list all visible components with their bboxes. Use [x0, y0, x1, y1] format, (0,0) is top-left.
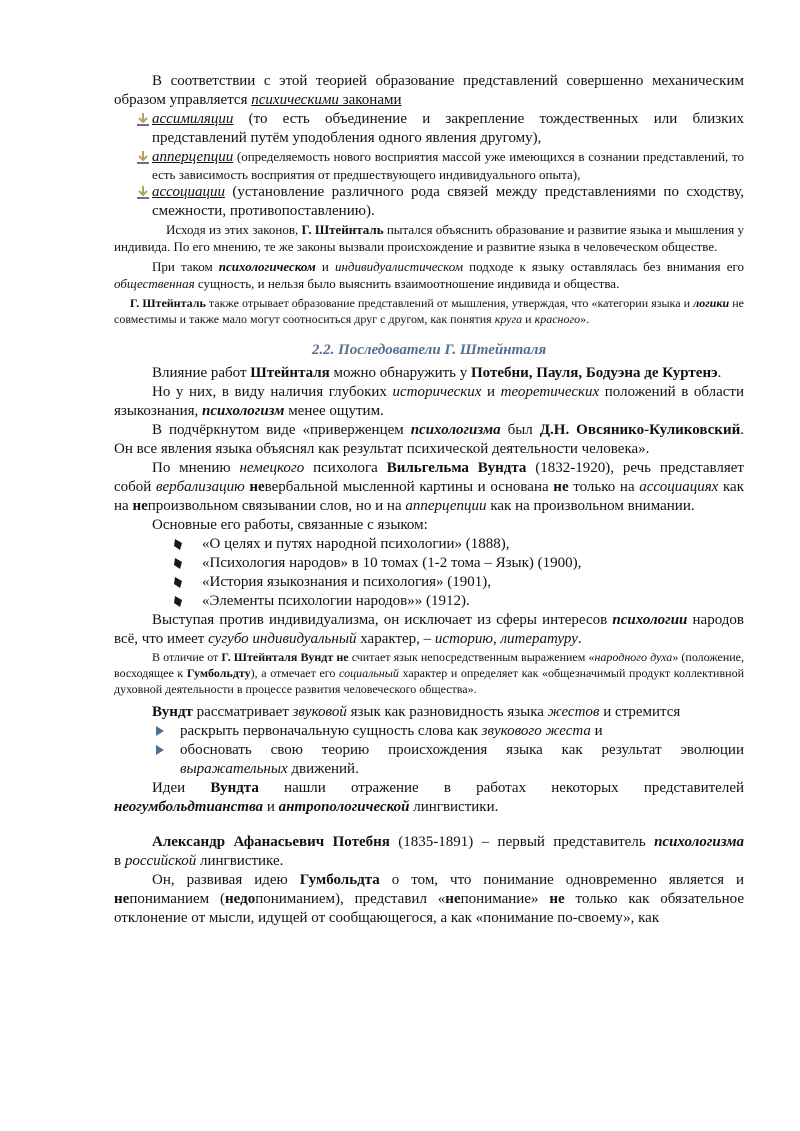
work-title: «Элементы психологии народов»» (1912).	[202, 593, 470, 609]
term: литературу	[500, 631, 578, 647]
term: психологизма	[654, 834, 744, 850]
text: (1835-1891) – первый представитель	[389, 834, 655, 850]
text: пониманием (	[129, 891, 226, 907]
text: рассматривает	[192, 704, 293, 720]
paragraph-works-intro: Основные его работы, связанные с языком:	[152, 517, 428, 533]
text: как на	[114, 479, 744, 514]
list-item	[114, 722, 744, 741]
term: немецкого	[239, 460, 305, 476]
text: Исходя из этих законов,	[166, 222, 302, 237]
text: психолога	[304, 460, 387, 476]
arrow-down-underline-icon	[136, 150, 150, 164]
text: и	[590, 723, 603, 739]
text: » (положение, восходящее к	[114, 650, 744, 680]
name: Гумбольдту	[186, 666, 251, 680]
term: ассоциациях	[639, 479, 719, 495]
text: характер, –	[356, 631, 435, 647]
term: выражательных	[180, 761, 288, 777]
term: психологическом	[218, 259, 316, 274]
name-wundt: Вундт	[152, 704, 193, 720]
term: ассоциации	[152, 184, 225, 200]
term: российской	[124, 853, 197, 869]
text: произвольном связывании слов, но и на	[147, 498, 406, 514]
text: В подчёркнутом виде «приверженцем	[152, 422, 411, 438]
list-item	[114, 535, 744, 554]
paragraph-less-felt	[114, 383, 744, 421]
term: сугубо индивидуальный	[208, 631, 357, 647]
paragraph-folk-spirit	[114, 649, 744, 697]
term: индивидуалистическом	[334, 259, 464, 274]
text: менее ощутим.	[284, 403, 384, 419]
paragraph-individualism	[114, 611, 744, 649]
work-title: «История языкознания и психология» (1901),	[202, 574, 492, 590]
emph: не	[249, 479, 265, 495]
paragraph-categories	[114, 295, 744, 327]
paragraph-sound-language	[114, 703, 744, 722]
list-item	[114, 554, 744, 573]
text: считает язык непосредственным выражением «	[348, 650, 595, 664]
emph: не	[549, 891, 565, 907]
term: неогумбольдтианства	[114, 799, 264, 815]
text: ), а отмечает его	[250, 666, 340, 680]
emph: не	[114, 891, 130, 907]
name: Потебни, Пауля, Бодуэна де Куртенэ	[471, 365, 718, 381]
list-item	[114, 148, 744, 183]
text: пониманием), представил «	[255, 891, 446, 907]
emph: не	[553, 479, 569, 495]
text: подходе к языку оставлялась без внимания его	[463, 259, 744, 274]
text: .	[717, 365, 722, 381]
term: исторических	[392, 384, 482, 400]
name-steinthal: Г. Штейнталь	[130, 296, 206, 310]
name: Штейнталя	[250, 365, 330, 381]
term: логики	[693, 296, 730, 310]
text: и стремится	[599, 704, 681, 720]
text: Идеи	[152, 780, 211, 796]
term: антропологической	[278, 799, 410, 815]
arrow-down-underline-icon	[136, 112, 150, 126]
list-item	[114, 573, 744, 592]
text: (определяемость нового восприятия массой уже имеющихся в сознании представлений, то есть зависимость восприятия от предшествующего индивидуального опыта),	[152, 149, 744, 182]
text: движений.	[287, 761, 359, 777]
text: можно обнаружить у	[329, 365, 471, 381]
term: историю	[434, 631, 493, 647]
term: звукового жеста	[481, 723, 591, 739]
triangle-bullet-icon	[156, 726, 164, 736]
paragraph-wundt-ideas	[114, 779, 744, 817]
text: в	[114, 834, 782, 869]
emph: недо	[225, 891, 256, 907]
text: ».	[580, 312, 590, 326]
term: вербализацию	[155, 479, 245, 495]
emph: не	[445, 891, 461, 907]
list-item	[114, 110, 744, 148]
aims-list	[114, 722, 744, 779]
text: только как обязательное отклонение от мысли, идущей от сообщающегося, а как «понимание по-своему», как	[114, 891, 745, 926]
text: лингвистике.	[196, 853, 284, 869]
text: и	[522, 312, 535, 326]
term: психологизм	[202, 403, 285, 419]
text: был	[500, 422, 540, 438]
text: сущность, и нельзя было выяснить взаимоотношение индивида и общества.	[194, 276, 620, 291]
text: Выступая против индивидуализма, он исключает из сферы интересов	[152, 612, 613, 628]
work-title: «О целях и путях народной психологии» (1888),	[202, 536, 510, 552]
text: понимание»	[460, 891, 550, 907]
text: .	[577, 631, 582, 647]
list-item	[114, 741, 744, 779]
text: и	[263, 799, 279, 815]
text: При таком	[152, 259, 219, 274]
paragraph-laws-explanation	[114, 221, 744, 255]
name-humboldt: Гумбольдта	[299, 872, 380, 888]
text: язык как разновидность языка	[346, 704, 548, 720]
list-item	[114, 592, 744, 611]
text: В отличие от	[152, 650, 222, 664]
text: не совместимы и также мало могут соотноситься друг с другом, как понятия	[114, 296, 745, 326]
text: раскрыть первоначальную сущность слова как	[180, 723, 482, 739]
bullet-icon	[174, 577, 183, 588]
text: По мнению	[152, 460, 240, 476]
term: социальный	[339, 666, 399, 680]
term: психологии	[612, 612, 688, 628]
text: (то есть объединение и закрепление тождественных или близких представлений путём уподобления одного явления другому),	[152, 111, 744, 146]
list-item	[114, 183, 744, 221]
paragraph-ovsyaniko	[114, 421, 744, 459]
names: Г. Штейнталя Вундт не	[221, 650, 349, 664]
text: вербальной мысленной картины и основана	[264, 479, 554, 495]
name-steinthal: Г. Штейнталь	[301, 222, 384, 237]
bullet-icon	[174, 558, 183, 569]
term: звуковой	[292, 704, 347, 720]
name: Д.Н. Овсянико-Куликовский	[539, 422, 741, 438]
term-laws: законами	[338, 92, 402, 108]
text: пытался объяснить образование и развитие языка и мышления у индивида. По его мнению, те же законы вызвали происхождение и развитие языка в человеческом обществе.	[114, 222, 744, 254]
emph: не	[132, 498, 148, 514]
term: психологизма	[410, 422, 501, 438]
text: ,	[492, 631, 501, 647]
name-wundt: Вундта	[210, 780, 259, 796]
text: Он, развивая идею	[152, 872, 300, 888]
work-title: «Психология народов» в 10 томах (1-2 тома – Язык) (1900),	[202, 555, 582, 571]
spacer	[114, 817, 744, 833]
works-list	[114, 535, 744, 611]
term: ассимиляции	[152, 111, 234, 127]
paragraph-wundt	[114, 459, 744, 516]
text: обосновать свою теорию происхождения языка как результат эволюции	[180, 742, 744, 758]
text: (1832-1920), речь представляет собой	[114, 460, 744, 495]
bullet-icon	[174, 539, 183, 550]
text: положений в области языкознания,	[114, 384, 745, 419]
text: и	[315, 259, 335, 274]
term: общественная	[114, 276, 195, 291]
term: теоретических	[500, 384, 600, 400]
text: о том, что понимание одновременно является и	[379, 872, 744, 888]
triangle-bullet-icon	[156, 745, 164, 755]
paragraph-approach	[114, 258, 744, 292]
text: также отрывает образование представлений от мышления, утверждая, что «категории языка и	[205, 296, 694, 310]
paragraph-influence	[114, 364, 744, 383]
text: нашли отражение в работах некоторых представителей	[258, 780, 744, 796]
text: народов всё, что имеет	[114, 612, 745, 647]
name-potebnya: Александр Афанасьевич Потебня	[152, 834, 390, 850]
text: . Он все явления языка объяснял как результат психической деятельности человека».	[114, 422, 744, 457]
laws-list	[114, 110, 744, 221]
name-wundt: Вильгельма Вундта	[386, 460, 527, 476]
text: (установление различного рода связей между представлениями по сходству, смежности, противопоставлению).	[152, 184, 744, 219]
text: В соответствии с этой теорией образование представлений совершенно механическим образом управляется	[114, 73, 744, 108]
section-title: 2.2. Последователи Г. Штейнталя	[311, 342, 547, 358]
paragraph-understanding	[114, 871, 744, 928]
term: апперцепции	[152, 149, 234, 165]
text: и	[481, 384, 501, 400]
arrow-down-underline-icon	[136, 185, 150, 199]
text: Но у них, в виду наличия глубоких	[152, 384, 393, 400]
text: как на произвольном внимании.	[486, 498, 695, 514]
paragraph-potebnya	[114, 833, 782, 871]
term: жестов	[547, 704, 600, 720]
term: апперцепции	[405, 498, 487, 514]
bullet-icon	[174, 596, 183, 607]
term: народного духа	[594, 650, 673, 664]
text: только на	[568, 479, 640, 495]
text: Влияние работ	[152, 365, 251, 381]
term-psychic: психическими	[251, 92, 339, 108]
document-page	[114, 72, 782, 928]
term: круга	[494, 312, 523, 326]
text: характер и определяет как «общезначимый продукт коллективной духовной деятельности в процессе развития человеческого общества».	[114, 666, 744, 696]
paragraph-theory	[114, 72, 744, 110]
term: красного	[534, 312, 581, 326]
text: лингвистики.	[409, 799, 499, 815]
